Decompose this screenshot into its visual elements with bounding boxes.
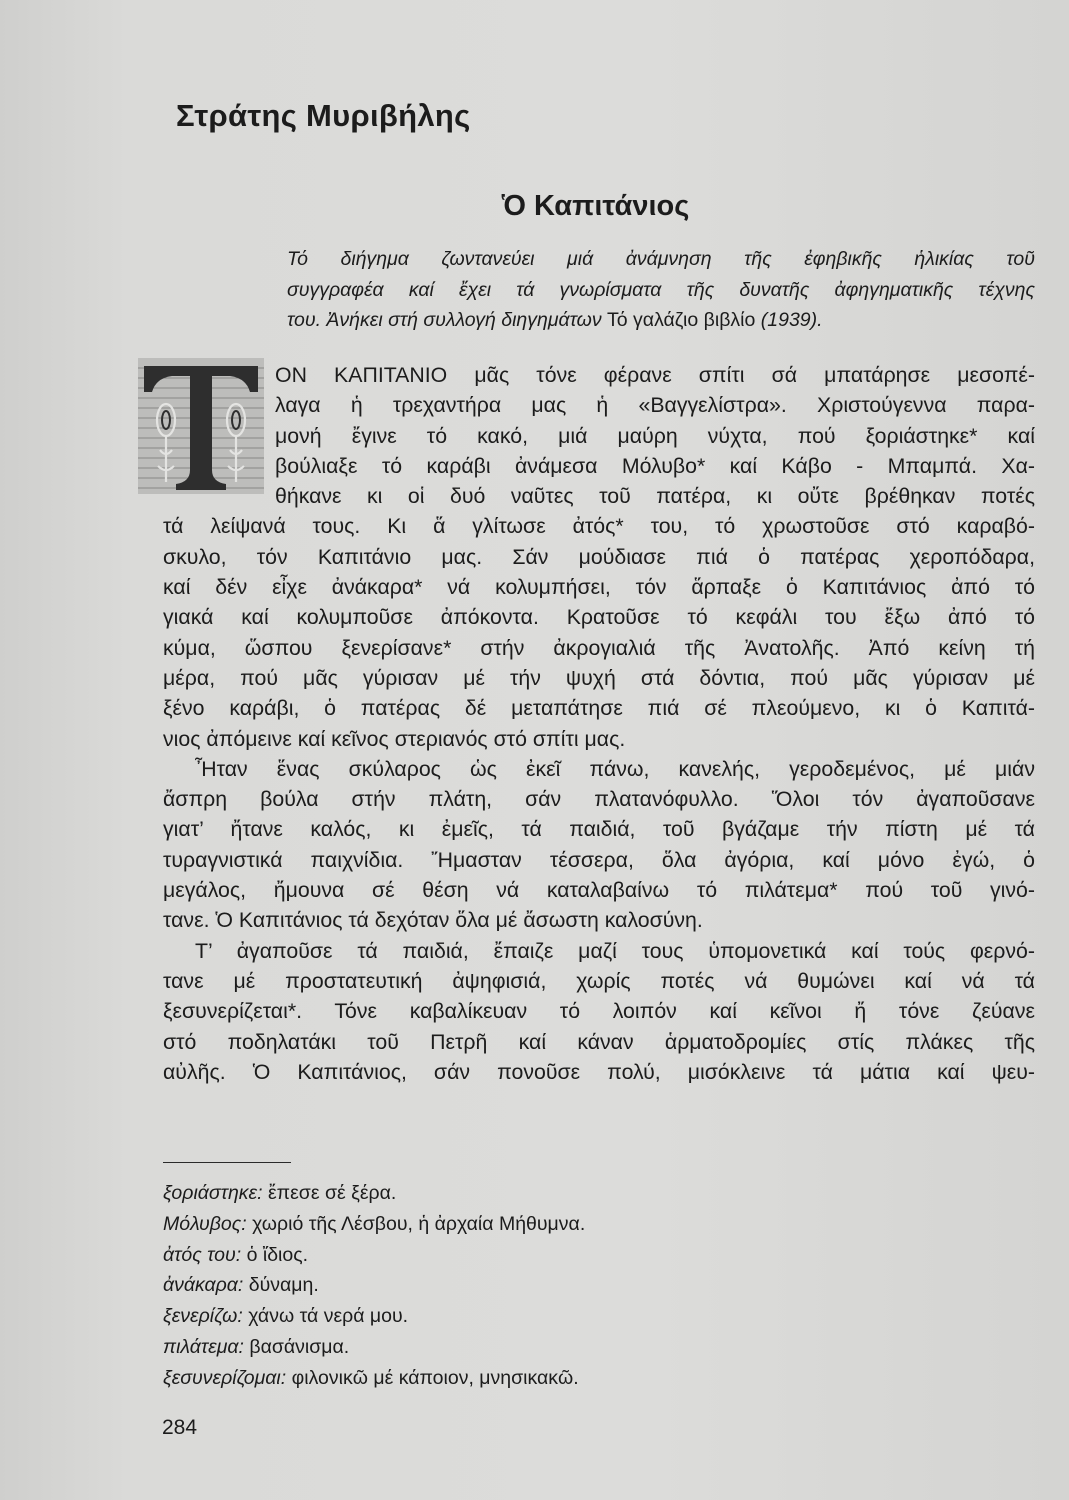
text-line: μέρα, πού μᾶς γύρισαν μέ τήν ψυχή στά δόντια, πού μᾶς γύρισαν μέ [163,665,1035,690]
text-line: νιος ἀπόμεινε καί κεῖνος στεριανός στό σπίτι μας. [163,726,626,751]
publication-year: (1939). [760,309,823,331]
text-line: ἄσπρη βούλα στήν πλάτη, σάν πλατανόφυλλο. Ὅλοι τόν ἀγαποῦσανε [163,787,1035,812]
story-title: Ὁ Καπιτάνιος [502,190,690,222]
text-line: θήκανε κι οἱ δυό ναῦτες τοῦ πατέρα, κι οὔτε βρέθηκαν ποτές [275,484,1035,509]
intro-line [287,305,1035,336]
text-line: Τ’ ἀγαποῦσε τά παιδιά, ἔπαιζε μαζί τους ὑπομονετικά καί τούς φερνό- [195,938,1035,963]
text-line: κύμα, ὥσπου ξενερίσανε* στήν ἀκρογιαλιά τῆς Ἀνατολῆς. Ἀπό κείνη τή [163,635,1035,660]
footnote-definition: χάνω τά νερά μου. [248,1305,409,1328]
text-line: τυραγνιστικά παιχνίδια. Ἤμασταν τέσσερα, ὅλα ἀγόρια, καί μόνο ἐγώ, ὁ [163,847,1035,872]
text-line: μεγάλος, ἤμουνα σέ θέση νά καταλαβαίνω τό πιλάτεμα* πού τοῦ γινό- [163,878,1035,903]
footnote-term: πιλάτεμα: [163,1335,244,1358]
text-line: τά λείψανά τους. Κι ἅ γλίτωσε ἀτός* του, τό χρωστοῦσε στό καραβό- [163,514,1035,539]
intro-line: Τό διήγημα ζωντανεύει μιά ἀνάμνηση τῆς ἐφηβικῆς ἡλικίας τοῦ [287,248,1035,270]
footnote-item [163,1240,585,1271]
text-line: βούλιαξε τό καράβι ἀνάμεσα Μόλυβο* καί Κάβο - Μπαμπά. Χα- [275,453,1035,478]
text-line: στό ποδηλατάκι τοῦ Πετρῆ καί κάναν ἁρματοδρομίες στίς πλάκες τῆς [163,1029,1035,1054]
text-line: μονή ἔγινε τό κακό, μιά μαύρη νύχτα, πού ξοριάστηκε* καί [275,423,1035,448]
text-line: Ἦταν ἕνας σκύλαρος ὡς ἐκεῖ πάνω, κανελής, γεροδεμένος, μέ μιάν [195,756,1035,781]
paragraph-1 [163,360,1035,754]
footnote-definition: χωριό τῆς Λέσβου, ἡ ἀρχαία Μήθυμνα. [252,1212,586,1235]
footnote-item [163,1332,585,1363]
footnote-item [163,1270,585,1301]
footnote-definition: φιλονικῶ μέ κάποιον, μνησικακῶ. [291,1366,579,1389]
story-body [163,360,1035,1087]
footnotes [163,1178,585,1394]
footnote-item [163,1301,585,1332]
text-line: τανε. Ὁ Καπιτάνιος τά δεχόταν ὅλα μέ ἄσωστη καλοσύνη. [163,908,703,933]
text-line: καί δέν εἶχε ἀνάκαρα* νά κολυμπήσει, τόν ἅρπαξε ὁ Καπιτάνιος ἀπό τό [163,575,1035,600]
footnote-term: ξενερίζω: [163,1305,243,1328]
intro-line: συγγραφέα καί ἔχει τά γνωρίσματα τῆς δυνατῆς ἀφηγηματικῆς τέχνης [287,278,1035,301]
text-line: σκυλο, τόν Καπιτάνιο μας. Σάν μούδιασε πιά ὁ πατέρας χεροπόδαρα, [163,544,1035,569]
text-line: ξένο καράβι, ὁ πατέρας δέ μεταπάτησε πιά σέ πλεούμενο, κι ὁ Καπιτά- [163,696,1035,721]
text-line: γιακά καί κολυμποῦσε ἀπόκοντα. Κρατοῦσε τό κεφάλι του ἔξω ἀπό τό [163,605,1035,630]
footnote-term: ἀνάκαρα: [163,1274,244,1297]
footnote-term: ἀτός του: [163,1243,242,1266]
text-line: ξεσυνερίζεται*. Τόνε καβαλίκευαν τό λοιπόν καί κεῖνοι ἤ τόνε ζεύανε [163,999,1035,1024]
text-line: γιατ’ ἤτανε καλός, κι ἐμεῖς, τά παιδιά, τοῦ βγάζαμε τήν πίστη μέ τά [163,817,1035,842]
text-line: λαγα ἡ τρεχαντήρα μας ἡ «Βαγγελίστρα». Χριστούγεννα παρα- [275,393,1035,418]
footnote-item [163,1363,585,1394]
footnote-definition: ἔπεσε σέ ξέρα. [267,1182,397,1204]
footnote-definition: βασάνισμα. [249,1335,350,1358]
footnote-term: ξεσυνερίζομαι: [163,1366,287,1389]
paragraph-2 [163,754,1035,936]
paragraph-3 [163,936,1035,1087]
footnote-divider [163,1162,291,1163]
footnote-definition: δύναμη. [248,1274,319,1297]
footnote-item [163,1178,585,1209]
text-line: τανε μέ προστατευτική ἀψηφισιά, χωρίς ποτές νά θυμώνει καί νά τά [163,968,1035,993]
author-name: Στράτης Μυριβήλης [176,98,471,133]
text-line: αὐλῆς. Ὁ Καπιτάνιος, σάν πονοῦσε πολύ, μισόκλεινε τά μάτια καί ψευ- [163,1059,1035,1084]
footnote-term: Μόλυβος: [163,1212,247,1235]
text-line: ΟΝ ΚΑΠΙΤΑΝΙΟ μᾶς τόνε φέρανε σπίτι σά μπατάρησε μεσοπέ- [275,363,1035,387]
footnote-item [163,1209,585,1240]
footnote-definition: ὁ ἴδιος. [246,1243,309,1266]
intro-note [287,244,1035,336]
intro-text: του. Ἀνήκει στή συλλογή διηγημάτων [287,309,602,331]
footnote-term: ξοριάστηκε: [163,1182,263,1204]
book-title: Τό γαλάζιο βιβλίο [607,309,756,331]
page-number: 284 [162,1416,198,1439]
